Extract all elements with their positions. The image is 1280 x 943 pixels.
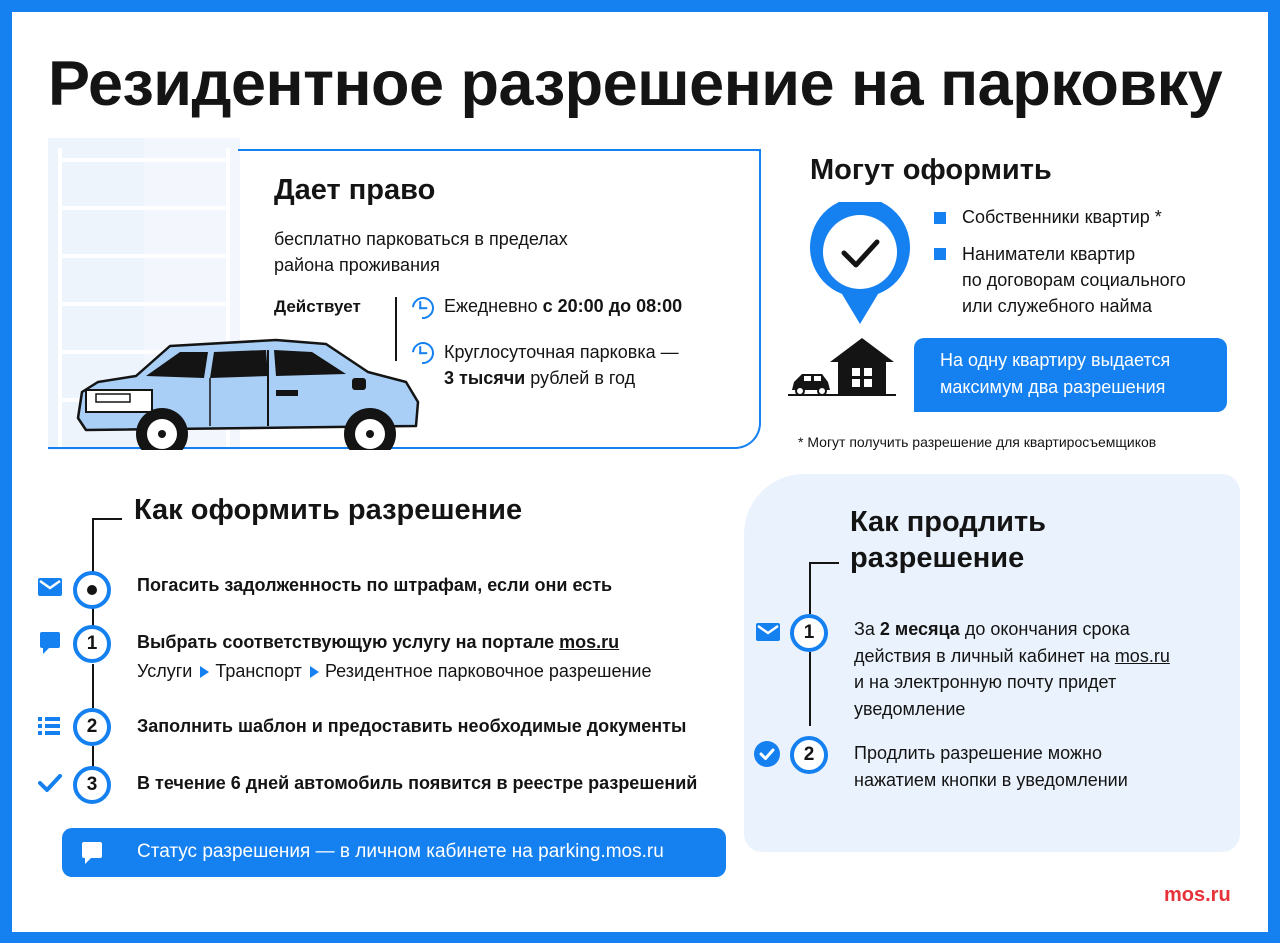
schedule-text: Ежедневно с 20:00 до 08:00 xyxy=(444,296,683,316)
step-number: 2 xyxy=(73,708,111,746)
mos-ru-link[interactable]: mos.ru xyxy=(559,632,620,652)
check-icon xyxy=(38,774,62,792)
step-number: 1 xyxy=(790,614,828,652)
chat-icon xyxy=(40,632,60,654)
service-path: Услуги Транспорт Резидентное парковочное разрешение xyxy=(137,661,652,681)
limit-note: На одну квартиру выдается максимум два разрешения xyxy=(914,338,1227,412)
check-circle-icon xyxy=(754,741,780,767)
status-banner: Статус разрешения — в личном кабинете на parking.mos.ru xyxy=(62,828,726,877)
location-check-icon xyxy=(808,202,912,324)
step-number: 2 xyxy=(790,736,828,774)
who-can-heading: Могут оформить xyxy=(810,154,1052,186)
list-icon xyxy=(38,717,60,735)
who-can-item: Наниматели квартир по договорам социального или служебного найма xyxy=(962,244,1186,316)
mos-ru-link[interactable]: mos.ru xyxy=(1114,645,1170,666)
step-marker xyxy=(73,571,111,609)
extend-step-text: Продлить разрешение можно нажатием кнопки в уведомлении xyxy=(854,743,1128,790)
step-text: Выбрать соответствующую услугу на портале mos.ru Услуги Транспорт Резидентное парковочное разрешение xyxy=(137,628,651,686)
mos-ru-logo: mos.ru xyxy=(1164,884,1231,906)
extend-heading: Как продлить разрешение xyxy=(850,506,1047,574)
footnote: * Могут получить разрешение для квартиросъемщиков xyxy=(798,434,1157,450)
car-illustration xyxy=(76,330,422,450)
extend-step-text: За 2 месяца до окончания срока действия в личный кабинет на mos.ru и на электронную почту придет уведомление xyxy=(854,619,1170,719)
mail-icon xyxy=(38,578,62,596)
bullet-square xyxy=(934,212,946,224)
rights-description-line: района проживания xyxy=(274,255,440,275)
infographic-sheet xyxy=(12,12,1268,932)
bullet-square xyxy=(934,248,946,260)
step-number: 1 xyxy=(73,625,111,663)
arrow-right-icon xyxy=(310,666,319,678)
house-with-car-icon xyxy=(788,338,896,396)
page-title: Резидентное разрешение на парковку xyxy=(48,49,1223,119)
how-to-heading: Как оформить разрешение xyxy=(134,494,523,526)
valid-label: Действует xyxy=(274,297,361,316)
mail-icon xyxy=(756,623,780,641)
step-text: Погасить задолженность по штрафам, если они есть xyxy=(137,575,613,595)
rights-heading: Дает право xyxy=(274,174,436,206)
step-text: Заполнить шаблон и предоставить необходимые документы xyxy=(137,716,687,736)
step-text: В течение 6 дней автомобиль появится в реестре разрешений xyxy=(137,773,698,793)
rights-description-line: бесплатно парковаться в пределах xyxy=(274,229,568,249)
round-clock-text: Круглосуточная парковка — 3 тысячи рублей в год xyxy=(444,342,679,388)
step-number: 3 xyxy=(73,766,111,804)
who-can-item: Собственники квартир * xyxy=(962,207,1162,227)
arrow-right-icon xyxy=(200,666,209,678)
chat-icon xyxy=(82,842,102,864)
